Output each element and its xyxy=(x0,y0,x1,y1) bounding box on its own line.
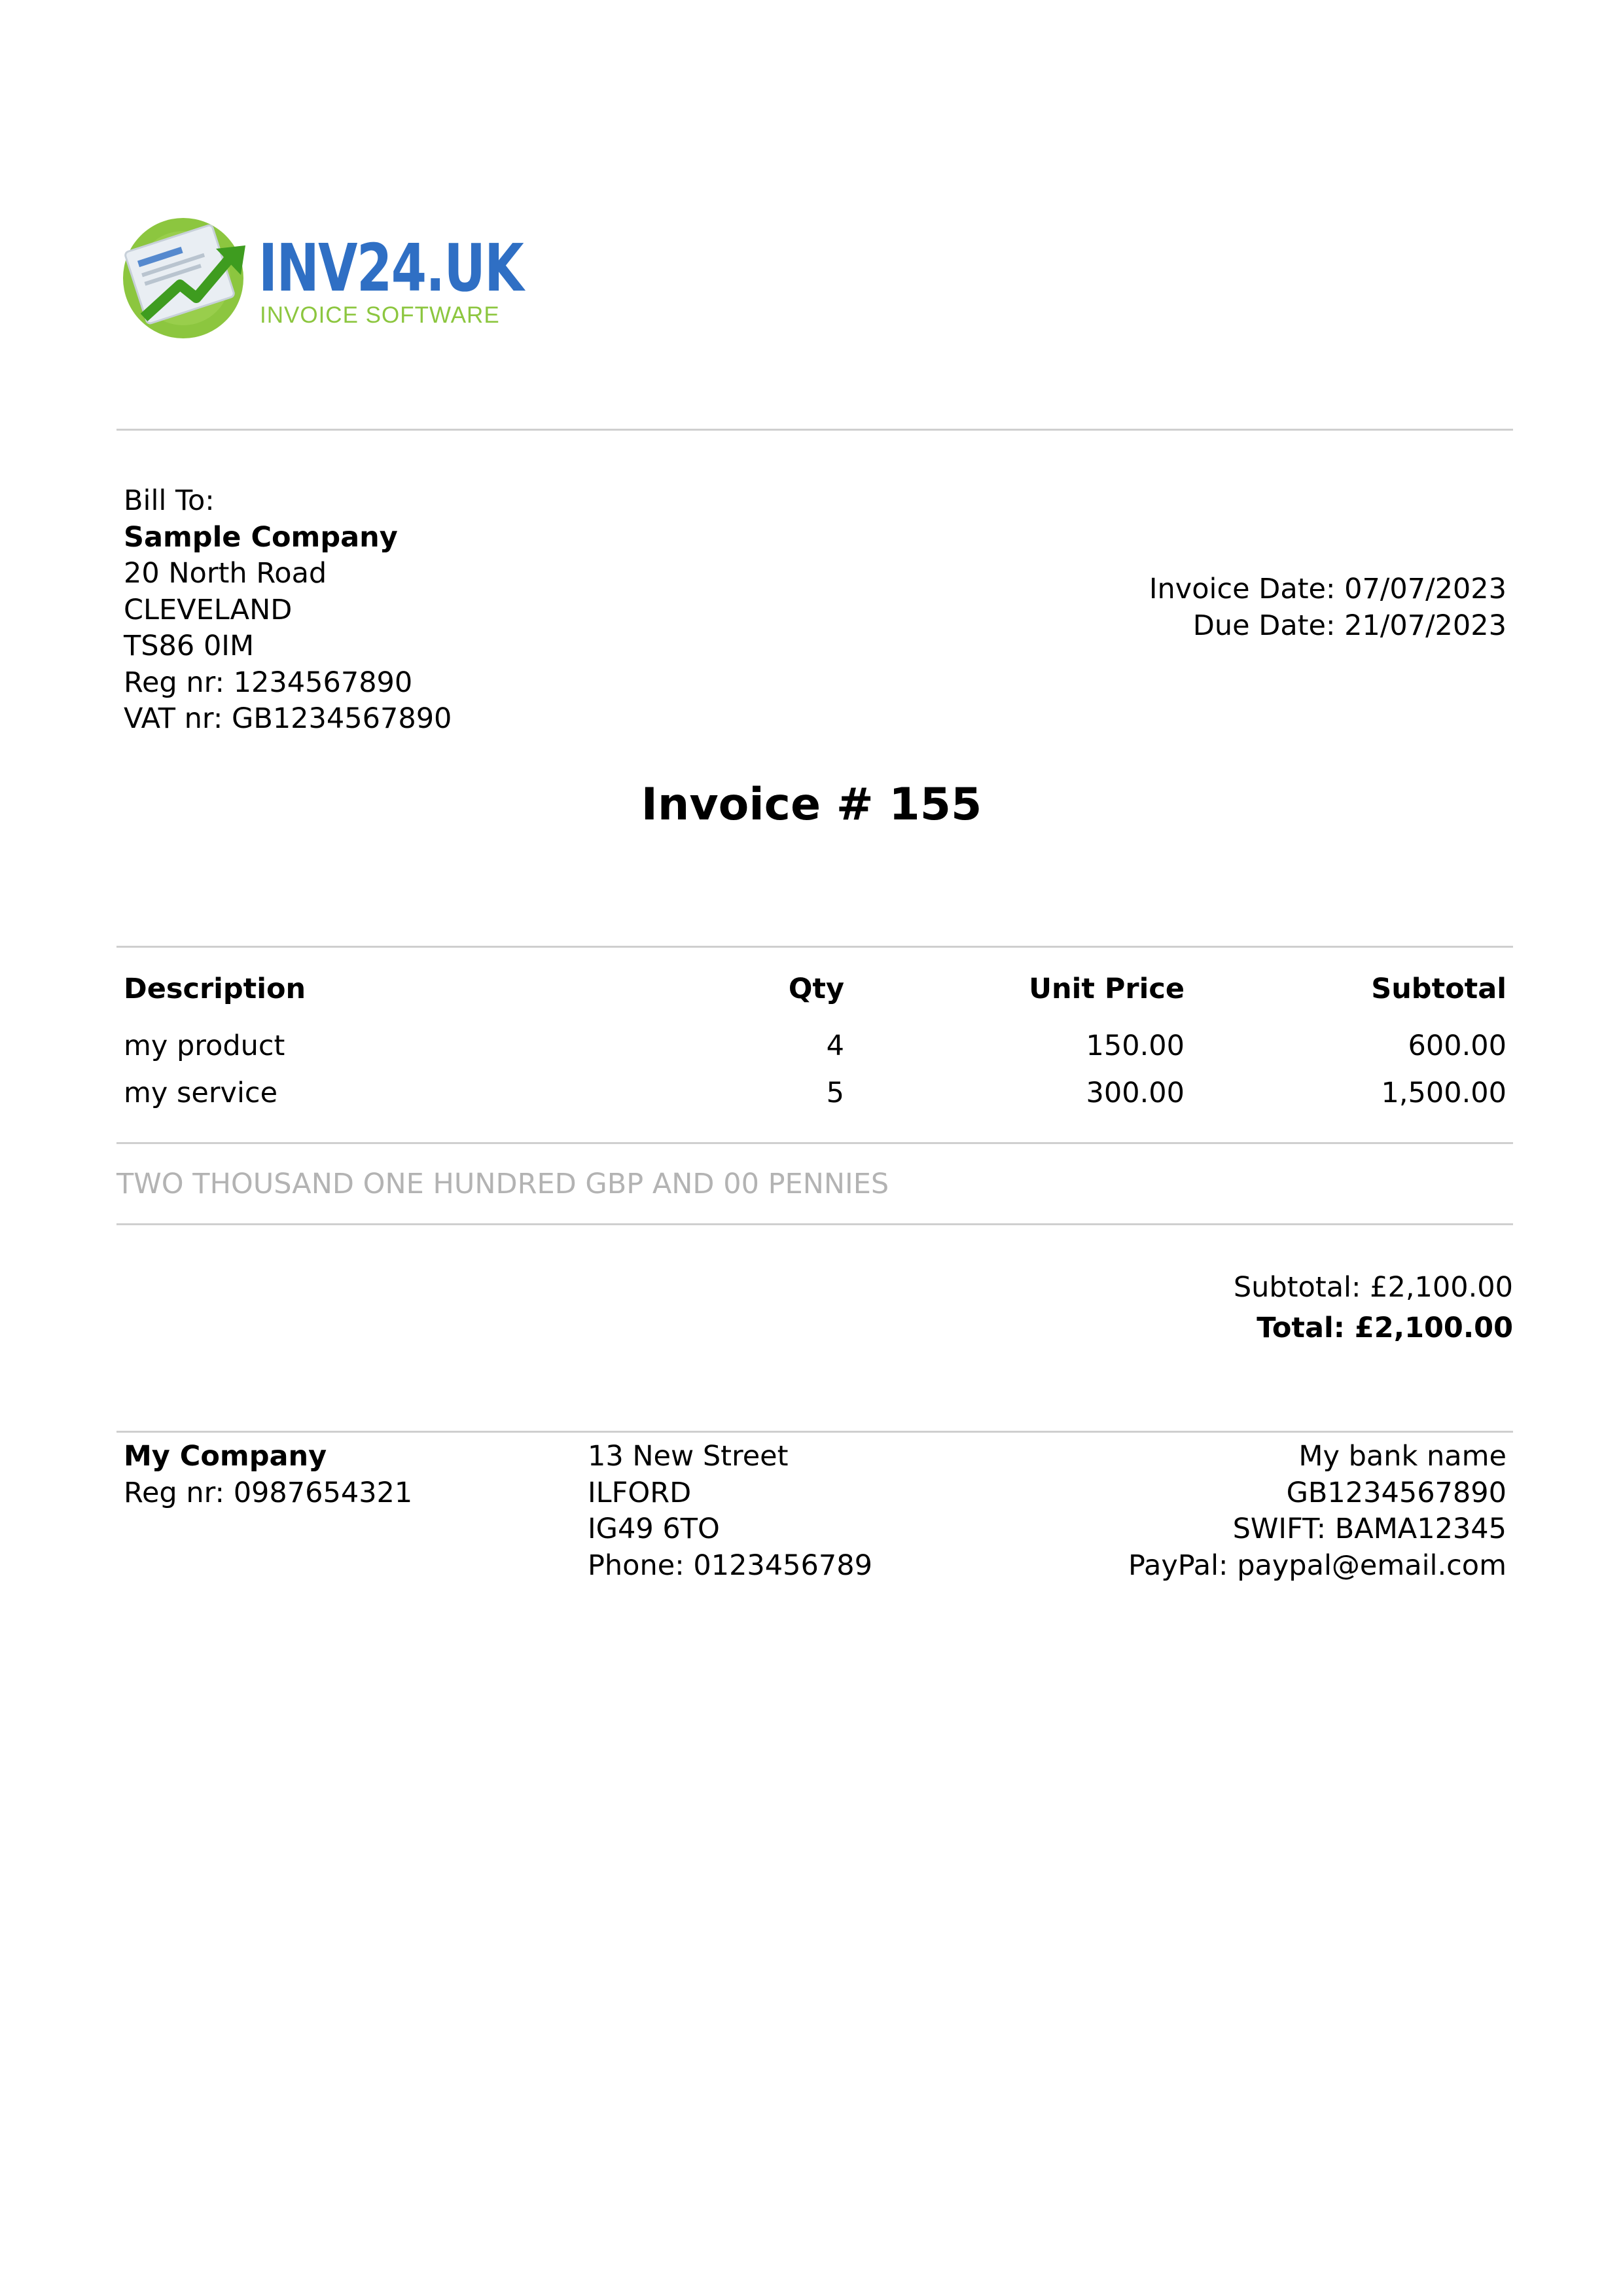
logo-mark-icon xyxy=(118,209,262,347)
due-date: Due Date: 21/07/2023 xyxy=(1192,609,1507,642)
bill-to-label: Bill To: xyxy=(124,484,215,517)
footer-bank-details xyxy=(1128,1439,1507,1584)
client-city: CLEVELAND xyxy=(124,593,293,626)
invoice-date: Invoice Date: 07/07/2023 xyxy=(1149,573,1507,605)
footer-company xyxy=(124,1439,412,1511)
item-unit-price: 300.00 xyxy=(1086,1077,1185,1109)
total-amount: Total: £2,100.00 xyxy=(1257,1312,1513,1344)
item-unit-price: 150.00 xyxy=(1086,1030,1185,1062)
item-subtotal: 600.00 xyxy=(1408,1030,1507,1062)
header-description: Description xyxy=(124,973,306,1005)
footer-swift: SWIFT: BAMA12345 xyxy=(1232,1513,1507,1545)
item-description: my service xyxy=(124,1077,278,1109)
footer-postcode: IG49 6TO xyxy=(588,1513,720,1545)
item-qty: 4 xyxy=(826,1030,844,1062)
item-subtotal: 1,500.00 xyxy=(1381,1077,1507,1109)
table-top-divider xyxy=(116,946,1513,948)
footer-bank-name: My bank name xyxy=(1298,1440,1507,1473)
item-description: my product xyxy=(124,1030,285,1062)
item-qty: 5 xyxy=(826,1077,844,1109)
footer-divider xyxy=(116,1431,1513,1433)
client-postcode: TS86 0IM xyxy=(124,630,255,662)
table-bottom-divider xyxy=(116,1142,1513,1144)
footer-iban: GB1234567890 xyxy=(1286,1476,1507,1509)
header-subtotal: Subtotal xyxy=(1371,973,1507,1005)
footer-address xyxy=(588,1439,872,1584)
client-address: 20 North Road xyxy=(124,557,327,590)
subtotal-amount: Subtotal: £2,100.00 xyxy=(1233,1271,1513,1304)
client-reg-number: Reg nr: 1234567890 xyxy=(124,666,413,699)
logo-tagline: INVOICE SOFTWARE xyxy=(260,302,500,328)
totals-block xyxy=(1234,1267,1513,1348)
footer-city: ILFORD xyxy=(588,1476,692,1509)
client-company-name: Sample Company xyxy=(124,520,398,554)
footer-paypal: PayPal: paypal@email.com xyxy=(1128,1549,1507,1582)
invoice-title: Invoice # 155 xyxy=(641,779,982,831)
footer-street: 13 New Street xyxy=(588,1440,789,1473)
amount-in-words: TWO THOUSAND ONE HUNDRED GBP AND 00 PENNIES xyxy=(116,1168,889,1200)
client-vat-number: VAT nr: GB1234567890 xyxy=(124,702,452,735)
logo-wordmark: INV24.UK xyxy=(259,230,524,306)
footer-phone: Phone: 0123456789 xyxy=(588,1549,872,1582)
header-qty: Qty xyxy=(788,973,844,1005)
bill-to-block xyxy=(124,483,452,738)
invoice-dates xyxy=(1149,571,1507,644)
header-divider xyxy=(116,429,1513,431)
footer-reg-number: Reg nr: 0987654321 xyxy=(124,1476,413,1509)
footer-company-name: My Company xyxy=(124,1440,327,1473)
header-unit-price: Unit Price xyxy=(1029,973,1185,1005)
amount-words-divider xyxy=(116,1223,1513,1225)
